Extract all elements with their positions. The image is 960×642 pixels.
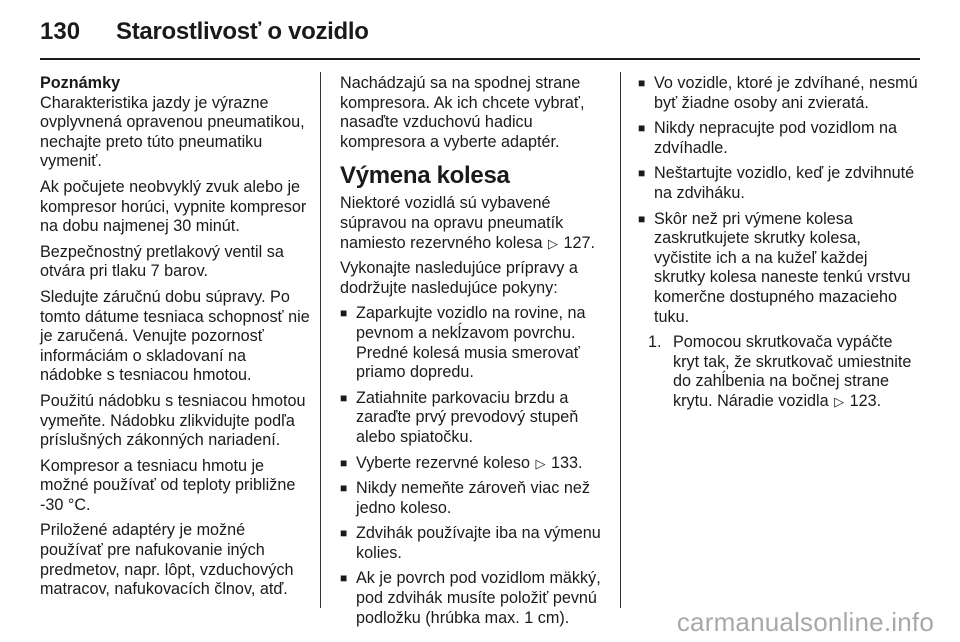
list-item-text: Neštartujte vozidlo, keď je zdvihnuté na zdviháku.	[654, 164, 915, 202]
list-item	[340, 569, 606, 628]
list-item	[638, 210, 920, 328]
list-item-text: Zdvihák používajte iba na výmenu kolies.	[356, 524, 601, 562]
page-reference-link[interactable]: 133.	[550, 453, 583, 472]
paragraph: Vykonajte nasledujúce prípravy a dodržujte nasledujúce pokyny:	[340, 259, 578, 297]
paragraph: Sledujte záručnú dobu súpravy. Po tomto dátume tesniaca schopnosť nie je zaručená. Venujte pozornosť informáciám o skladovaní na nádobke s tesniacou hmotou.	[40, 287, 310, 385]
column-2	[340, 74, 606, 634]
watermark: carmanualsonline.info	[676, 607, 934, 637]
paragraph	[340, 194, 606, 253]
paragraph: Bezpečnostný pretlakový ventil sa otvára pri tlaku 7 barov.	[40, 242, 284, 281]
column-divider-2	[620, 72, 621, 608]
page-header	[40, 12, 369, 52]
paragraph: Ak počujete neobvyklý zvuk alebo je kompresor horúci, vypnite kompresor na dobu najmenej 30 minút.	[40, 177, 307, 236]
numbered-steps	[638, 333, 920, 411]
list-item-text: Zatiahnite parkovaciu brzdu a zaraďte prvý prevodový stupeň alebo spiatočku.	[356, 388, 579, 446]
list-item	[340, 389, 606, 448]
paragraph: Priložené adaptéry je možné používať pre nafukovanie iných predmetov, napr. lôpt, vzduchových matracov, nafukovacích člnov, atď.	[40, 521, 294, 599]
paragraph-text: Niektoré vozidlá sú vybavené súpravou na opravu pneumatík namiesto rezervného kolesa	[340, 194, 564, 252]
list-item	[638, 74, 920, 113]
page-reference-icon: ▷	[834, 393, 845, 409]
page-title: Starostlivosť o vozidlo	[116, 18, 369, 45]
list-item	[638, 164, 920, 203]
list-item	[340, 454, 606, 474]
page-reference-link[interactable]: 127.	[563, 233, 595, 252]
paragraph: Charakteristika jazdy je výrazne ovplyvnená opravenou pneumatikou, nechajte preto túto pneumatiku vymeniť.	[40, 93, 305, 171]
page-reference-icon: ▷	[547, 235, 558, 251]
header-rule	[40, 58, 920, 60]
list-item-text: Vyberte rezervné koleso	[356, 453, 530, 472]
column-3	[638, 74, 920, 412]
paragraph: Použitú nádobku s tesniacou hmotou vymeňte. Nádobku zlikvidujte podľa príslušných zákonných nariadení.	[40, 391, 306, 450]
paragraph: Nachádzajú sa na spodnej strane kompresora. Ak ich chcete vybrať, nasaďte vzduchovú hadicu kompresora a vyberte adaptér.	[340, 74, 585, 151]
list-item-text: Ak je povrch pod vozidlom mäkký, pod zdvihák musíte položiť pevnú podložku (hrúbka max. 1 cm).	[356, 569, 601, 627]
list-item-text: Vo vozidle, ktoré je zdvíhané, nesmú byť žiadne osoby ani zvieratá.	[654, 74, 918, 112]
note-heading: Poznámky	[40, 74, 121, 92]
paragraph: Kompresor a tesniacu hmotu je možné používať od teploty približne -30 °C.	[40, 456, 296, 514]
bullet-list	[340, 304, 606, 628]
list-item	[340, 479, 606, 518]
list-item-text: Skôr než pri výmene kolesa zaskrutkujete skrutky kolesa, vyčistite ich a na kužeľ každej skrutky kolesa naneste tenkú vrstvu komerčne dostupného mazacieho tuku.	[654, 209, 911, 326]
list-item-text: Nikdy nepracujte pod vozidlom na zdvíhadle.	[654, 119, 897, 157]
column-1	[40, 74, 312, 606]
page-reference-link[interactable]: 123.	[849, 391, 882, 410]
column-divider-1	[320, 72, 321, 608]
list-item	[638, 119, 920, 158]
step-number: 1.	[648, 333, 662, 352]
list-item	[340, 524, 606, 563]
section-heading: Výmena kolesa	[340, 162, 510, 190]
list-item	[340, 304, 606, 382]
step-item	[648, 333, 920, 411]
list-item-text: Nikdy nemeňte zároveň viac než jedno koleso.	[356, 479, 590, 517]
page-number: 130	[40, 18, 81, 45]
list-item-text: Zaparkujte vozidlo na rovine, na pevnom a nekĺzavom povrchu. Predné kolesá musia smerovať priamo dopredu.	[356, 304, 586, 382]
step-text: Pomocou skrutkovača vypáčte kryt tak, že skrutkovač umiestnite do zahĺbenia na bočnej strane krytu. Náradie vozidla	[673, 333, 912, 410]
page-reference-icon: ▷	[535, 455, 546, 471]
bullet-list	[638, 74, 920, 327]
